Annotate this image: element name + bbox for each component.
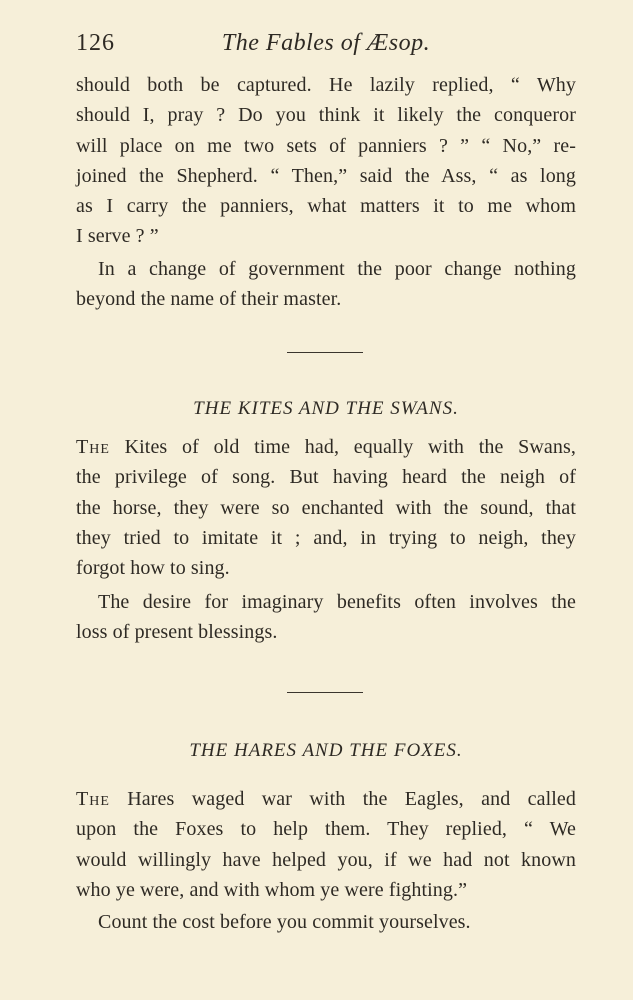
- moral-line: In a change of government the poor change nothing: [98, 258, 576, 280]
- fable-body-kites-swans: [76, 432, 576, 583]
- text-line: who ye were, and with whom ye were fighting.”: [76, 878, 468, 901]
- moral-line: The desire for imaginary benefits often involves the: [98, 591, 576, 613]
- section-divider: [287, 692, 363, 693]
- text-line: should I, pray ? Do you think it likely the conqueror: [76, 104, 576, 127]
- fable-body-hares-foxes: [76, 784, 576, 905]
- running-head: [76, 30, 576, 62]
- text-line: as I carry the panniers, what matters it to me whom: [76, 195, 576, 218]
- fable-moral-kites-swans: [76, 587, 576, 648]
- moral-line: Count the cost before you commit yourselves.: [98, 911, 471, 933]
- text-line: the privilege of song. But having heard the neigh of: [76, 466, 576, 489]
- book-title: The Fables of Æsop.: [221, 30, 431, 56]
- text-line: will place on me two sets of panniers ? ” “ No,” re-: [76, 134, 576, 157]
- first-line-rest: Hares waged war with the Eagles, and called: [109, 788, 576, 810]
- text-line: should both be captured. He lazily replied, “ Why: [76, 74, 576, 96]
- moral-line: beyond the name of their master.: [76, 288, 342, 311]
- section-divider: [287, 352, 363, 353]
- first-word: The: [76, 436, 110, 458]
- continuation-paragraph: [76, 70, 576, 252]
- text-line: would willingly have helped you, if we had not known: [76, 848, 576, 871]
- continuation-moral: [76, 254, 576, 315]
- page-number: 126: [76, 30, 115, 56]
- text-line: [76, 784, 576, 814]
- text-line: I serve ? ”: [76, 225, 159, 248]
- fable-moral-hares-foxes: [76, 907, 576, 937]
- moral-line: loss of present blessings.: [76, 621, 278, 644]
- first-word: The: [76, 788, 110, 810]
- text-line: the horse, they were so enchanted with the sound, that: [76, 496, 576, 519]
- text-line: they tried to imitate it ; and, in trying to neigh, they: [76, 526, 576, 549]
- fable-title-kites-swans: THE KITES AND THE SWANS.: [193, 398, 459, 419]
- fable-title-hares-foxes: THE HARES AND THE FOXES.: [189, 740, 463, 761]
- text-line: forgot how to sing.: [76, 557, 230, 580]
- first-line-rest: Kites of old time had, equally with the Swans,: [109, 436, 576, 458]
- text-line: upon the Foxes to help them. They replied, “ We: [76, 818, 576, 841]
- text-line: [76, 432, 576, 462]
- text-line: joined the Shepherd. “ Then,” said the Ass, “ as long: [76, 164, 576, 187]
